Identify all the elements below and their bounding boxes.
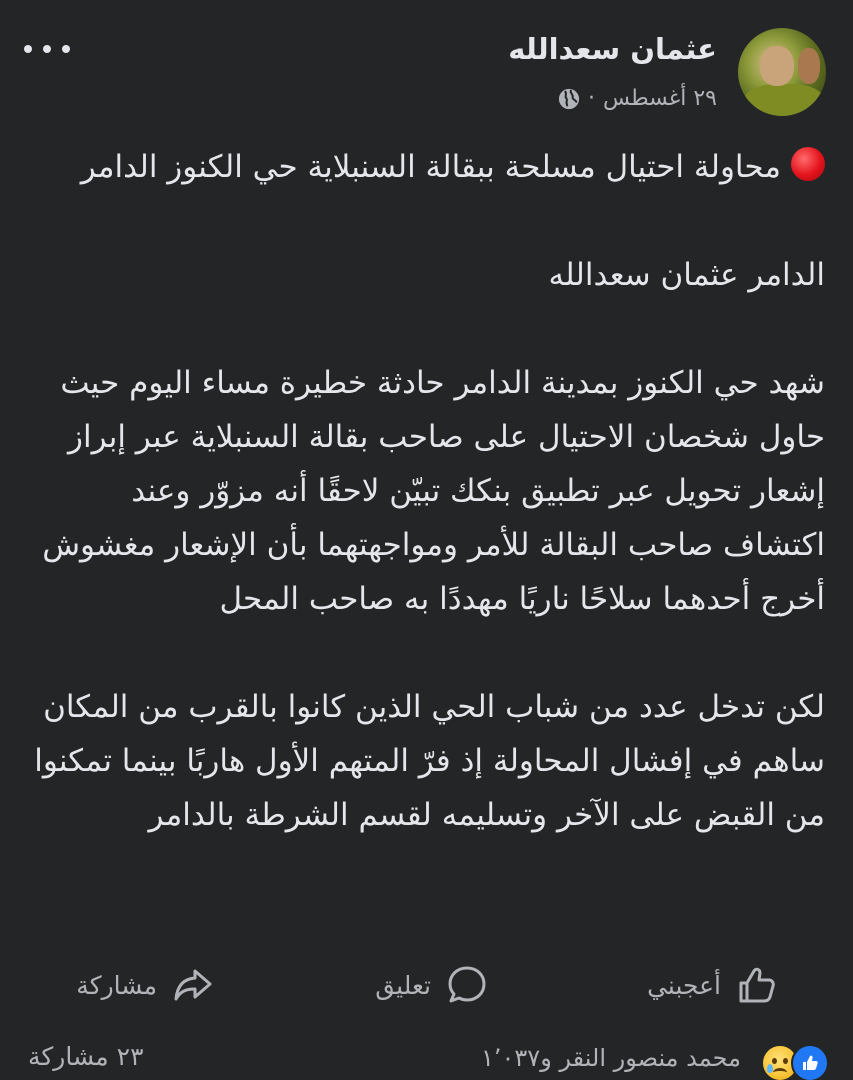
thumbs-up-icon <box>735 963 779 1007</box>
like-reaction-icon <box>791 1044 829 1080</box>
post-paragraph-1: شهد حي الكنوز بمدينة الدامر حادثة خطيرة مساء اليوم حيث حاول شخصان الاحتيال على صاحب بقالة السنبلاية عبر إبراز إشعار تحويل عبر تطبيق بنكك تبيّن لاحقًا أنه مزوّر وعند اكتشاف صاحب البقالة للأمر ومواجهتهما بأن الإشعار مغشوش أخرج أحدهما سلاحًا ناريًا مهددًا به صاحب المحل <box>42 365 825 617</box>
author-avatar[interactable] <box>738 28 826 116</box>
share-arrow-icon <box>171 963 215 1007</box>
reaction-icons[interactable] <box>761 1044 829 1080</box>
post-title: محاولة احتيال مسلحة ببقالة السنبلاية حي الكنوز الدامر <box>80 149 781 185</box>
post-meta <box>558 86 717 111</box>
meta-separator: · <box>588 86 596 111</box>
post-paragraph-2: لكن تدخل عدد من شباب الحي الذين كانوا بالقرب من المكان ساهم في إفشال المحاولة إذ فرّ المتهم الأول هاربًا بينما تمكنوا من القبض على الآخر وتسليمه لقسم الشرطة بالدامر <box>34 689 825 833</box>
post-footer <box>0 1040 853 1080</box>
post-byline: الدامر عثمان سعدالله <box>548 257 825 293</box>
comment-label: تعليق <box>375 970 431 1000</box>
share-button[interactable] <box>76 955 215 1015</box>
more-options-button[interactable] <box>24 34 70 64</box>
author-name[interactable]: عثمان سعدالله <box>508 32 717 66</box>
post-date[interactable]: ٢٩ أغسطس <box>603 86 717 111</box>
reaction-summary[interactable]: محمد منصور النقر و١٬٠٣٧ <box>480 1044 741 1072</box>
share-label: مشاركة <box>76 970 157 1000</box>
globe-icon[interactable] <box>558 88 580 110</box>
post-title-line <box>30 140 825 194</box>
action-bar <box>0 955 853 1015</box>
more-dots-icon <box>24 45 32 53</box>
red-circle-icon <box>791 147 825 181</box>
like-label: أعجبني <box>647 970 721 1000</box>
comment-bubble-icon <box>445 963 489 1007</box>
like-button[interactable] <box>647 955 779 1015</box>
comment-button[interactable] <box>375 955 489 1015</box>
share-count[interactable]: ٢٣ مشاركة <box>28 1042 144 1071</box>
post-body <box>30 140 825 896</box>
post-header <box>0 26 853 126</box>
